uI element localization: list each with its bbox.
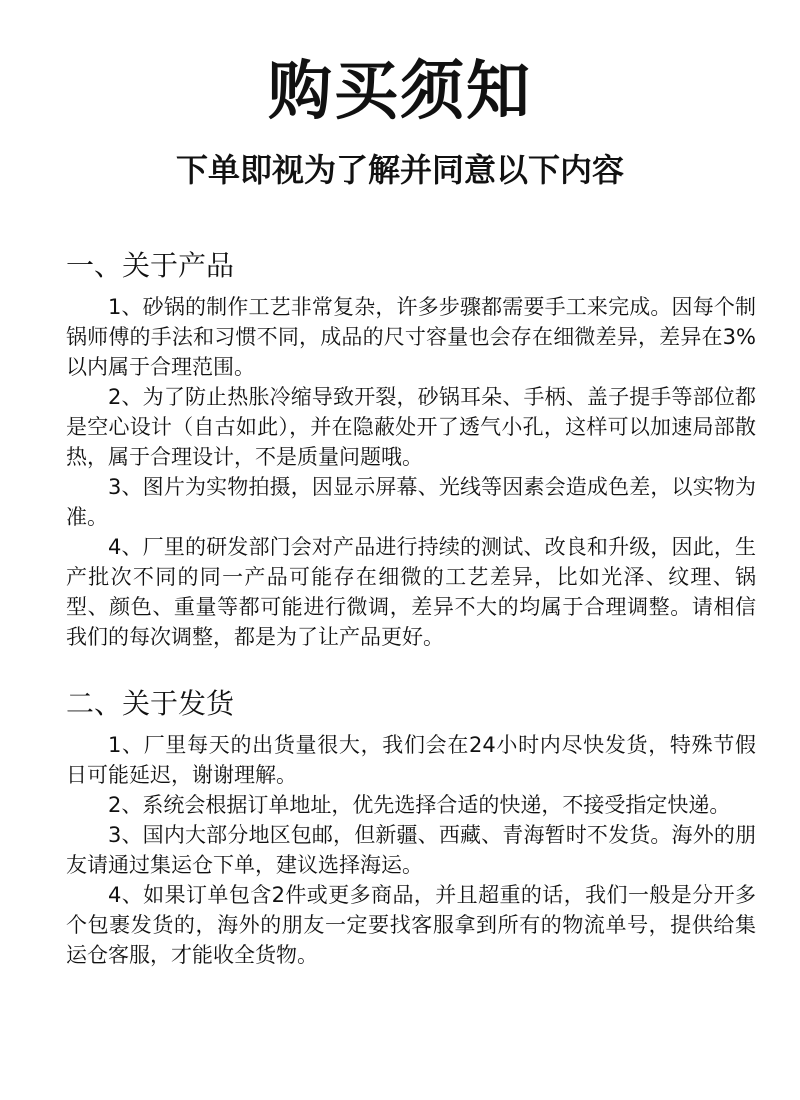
section-product (66, 246, 756, 652)
shipping-item-1: 1、厂里每天的出货量很大，我们会在24小时内尽快发货，特殊节假日可能延迟，谢谢理解。 (66, 733, 756, 787)
shipping-item-4: 4、如果订单包含2件或更多商品，并且超重的话，我们一般是分开多个包裹发货的，海外的朋友一定要找客服拿到所有的物流单号，提供给集运仓客服，才能收全货物。 (66, 883, 756, 967)
section-heading-product: 一、关于产品 (66, 249, 235, 282)
product-item-4: 4、厂里的研发部门会对产品进行持续的测试、改良和升级，因此，生产批次不同的同一产品可能存在细微的工艺差异，比如光泽、纹理、锅型、颜色、重量等都可能进行微调，差异不大的均属于合理调整。请相信我们的每次调整，都是为了让产品更好。 (66, 535, 756, 649)
page-title: 购买须知 (268, 55, 532, 129)
shipping-item-3: 3、国内大部分地区包邮，但新疆、西藏、青海暂时不发货。海外的朋友请通过集运仓下单，建议选择海运。 (66, 823, 756, 877)
product-item-2: 2、为了防止热胀冷缩导致开裂，砂锅耳朵、手柄、盖子提手等部位都是空心设计（自古如此），并在隐蔽处开了透气小孔，这样可以加速局部散热，属于合理设计，不是质量问题哦。 (66, 385, 756, 469)
section-heading-shipping: 二、关于发货 (66, 687, 235, 720)
section-shipping (66, 684, 756, 970)
page-subtitle: 下单即视为了解并同意以下内容 (175, 151, 624, 189)
shipping-item-2: 2、系统会根据订单地址，优先选择合适的快递，不接受指定快递。 (108, 793, 731, 817)
product-item-1: 1、砂锅的制作工艺非常复杂，许多步骤都需要手工来完成。因每个制锅师傅的手法和习惯不同，成品的尺寸容量也会存在细微差异，差异在3%以内属于合理范围。 (66, 295, 756, 379)
product-item-3: 3、图片为实物拍摄，因显示屏幕、光线等因素会造成色差，以实物为准。 (66, 475, 756, 529)
